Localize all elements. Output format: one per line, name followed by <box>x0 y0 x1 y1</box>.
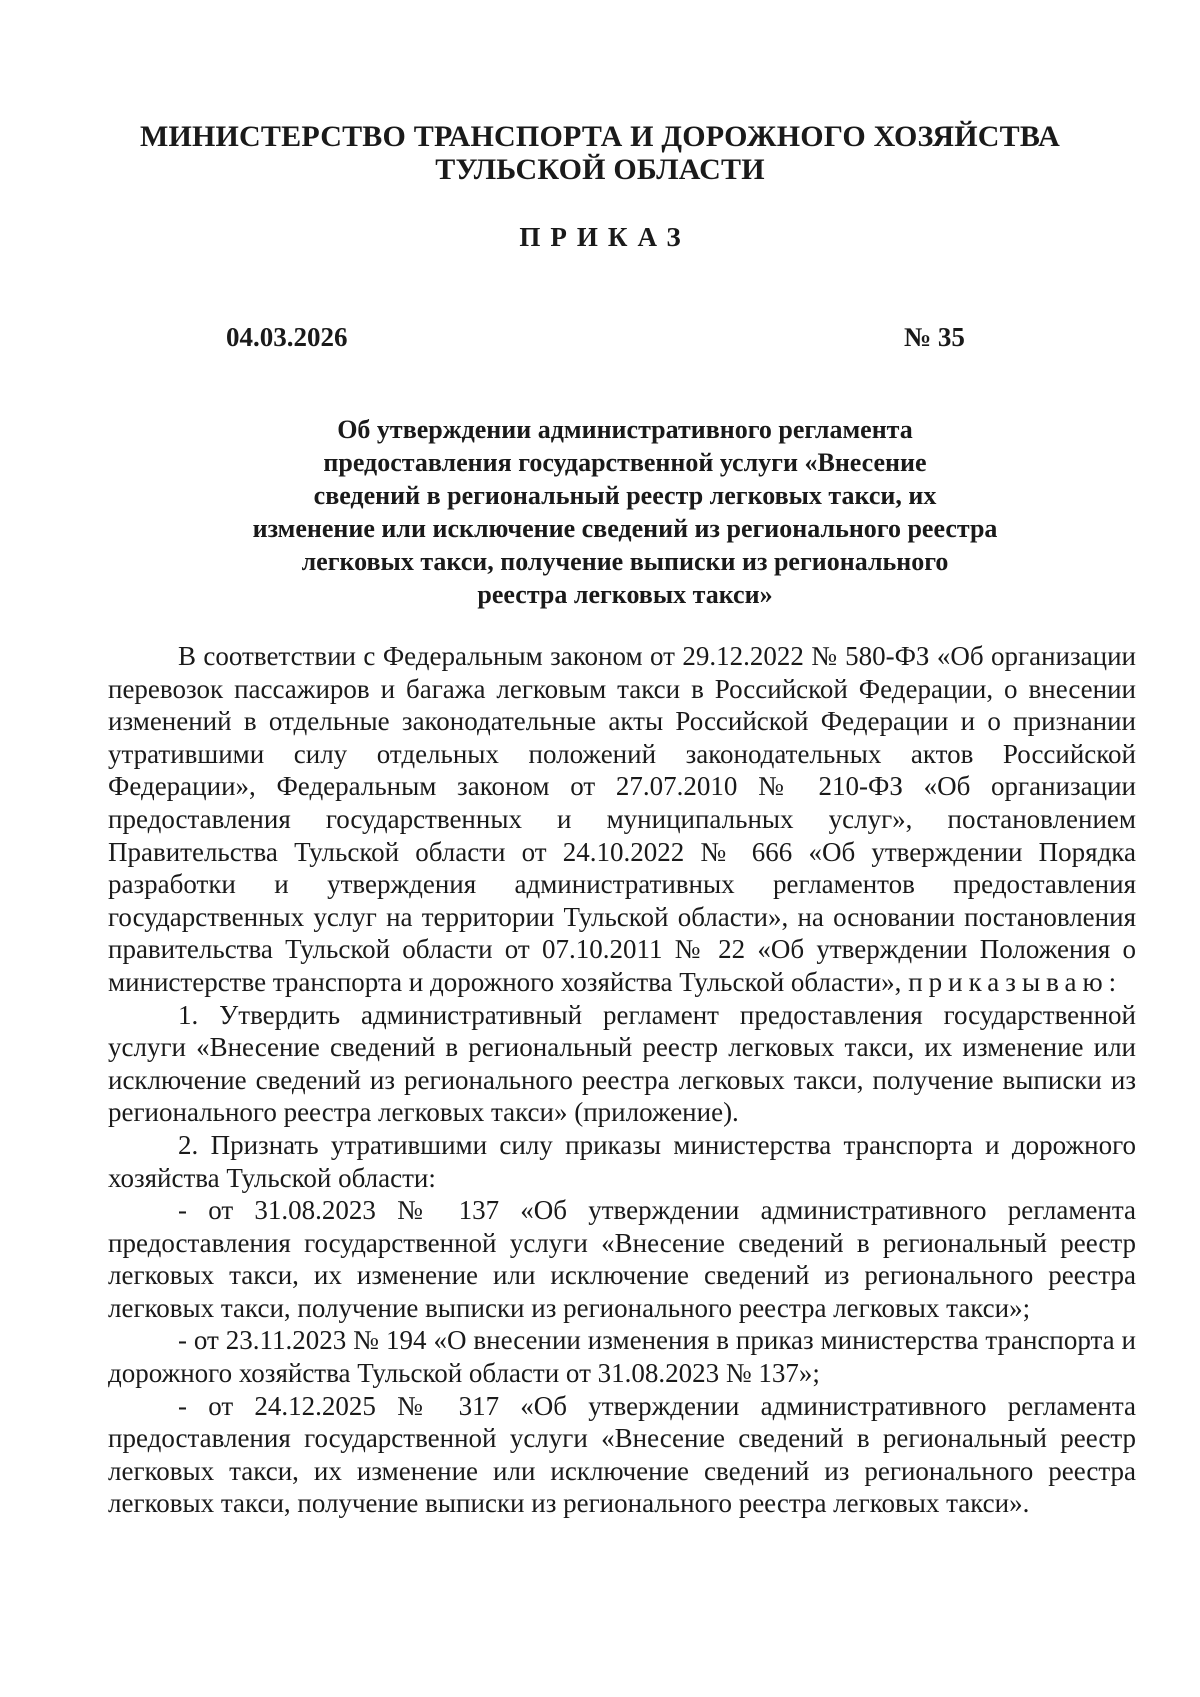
document-body <box>108 640 1136 1520</box>
subject-line: Об утверждении административного регламента <box>337 415 913 444</box>
item-2-paragraph: 2. Признать утратившими силу приказы министерства транспорта и дорожного хозяйства Тульской области: <box>108 1129 1136 1193</box>
subject-line: легковых такси, получение выписки из регионального <box>301 547 949 576</box>
document-type-title: ПРИКАЗ <box>519 222 691 252</box>
item-2c-paragraph: - от 24.12.2025 № 317 «Об утверждении административного регламента предоставления государственной услуги «Внесение сведений в региональный реестр легковых такси, их изменение или исключение сведений из регионального реестра легковых такси, получение выписки из регионального реестра легковых такси». <box>108 1390 1136 1519</box>
item-1-paragraph: 1. Утвердить административный регламент предоставления государственной услуги «Внесение сведений в региональный реестр легковых такси, их изменение или исключение сведений из регионального реестра легковых такси, получение выписки из регионального реестра легковых такси» (приложение). <box>108 999 1136 1128</box>
preamble-text: В соответствии с Федеральным законом от 29.12.2022 № 580-ФЗ «Об организации перевозок пассажиров и багажа легковым такси в Российской Федерации, о внесении изменений в отдельные законодательные акты Российской Федерации и о признании утратившими силу отдельных положений законодательных актов Российской Федерации», Федеральным законом от 27.07.2010 № 210-ФЗ «Об организации предоставления государственных и муниципальных услуг», постановлением Правительства Тульской области от 24.10.2022 № 666 «Об утверждении Порядка разработки и утверждения административных регламентов предоставления государственных услуг на территории Тульской области», на основании постановления правительства Тульской области от 07.10.2011 № 22 «Об утверждении Положения о министерстве транспорта и дорожного хозяйства Тульской области», <box>108 641 1136 997</box>
document-number: № 35 <box>904 322 965 352</box>
subject-line: предоставления государственной услуги «Внесение <box>323 448 927 477</box>
preamble-paragraph <box>108 640 1136 999</box>
ministry-name-line1: МИНИСТЕРСТВО ТРАНСПОРТА И ДОРОЖНОГО ХОЗЯЙСТВА <box>139 120 1061 153</box>
item-2b-paragraph: - от 23.11.2023 № 194 «О внесении изменения в приказ министерства транспорта и дорожного хозяйства Тульской области от 31.08.2023 № 137»; <box>108 1325 1136 1389</box>
subject-line: изменение или исключение сведений из регионального реестра <box>252 514 998 543</box>
order-word: приказываю: <box>908 966 1123 997</box>
document-date: 04.03.2026 <box>226 322 348 352</box>
item-2a-paragraph: - от 31.08.2023 № 137 «Об утверждении административного регламента предоставления государственной услуги «Внесение сведений в региональный реестр легковых такси, их изменение или исключение сведений из регионального реестра легковых такси, получение выписки из регионального реестра легковых такси»; <box>108 1195 1136 1323</box>
subject-line: реестра легковых такси» <box>477 580 773 609</box>
document-subject <box>230 413 1020 611</box>
ministry-name-line2: ТУЛЬСКОЙ ОБЛАСТИ <box>435 153 765 186</box>
ministry-header <box>0 120 1200 186</box>
subject-line: сведений в региональный реестр легковых такси, их <box>313 481 937 510</box>
